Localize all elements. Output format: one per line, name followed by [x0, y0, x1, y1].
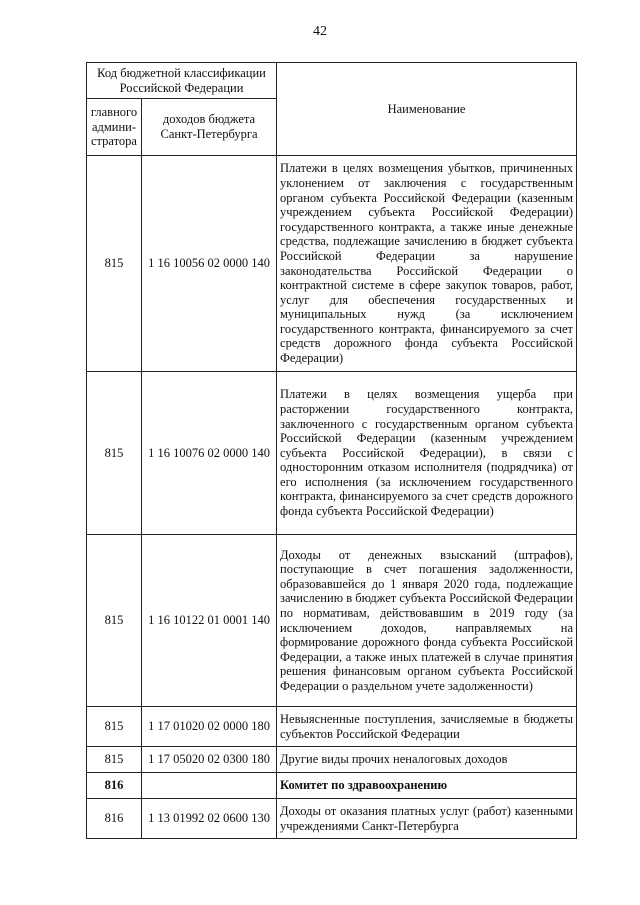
page-number: 42: [313, 24, 327, 39]
header-budget-classification: Код бюджетной классификации Российской Федерации: [87, 63, 277, 99]
table-row: [87, 156, 577, 372]
table-row: [87, 747, 577, 773]
income-name: Другие виды прочих неналоговых доходов: [277, 747, 577, 773]
admin-code: 815: [87, 372, 142, 535]
section-name: Комитет по здравоохранению: [277, 773, 577, 799]
admin-code: 815: [87, 707, 142, 747]
admin-code: 816: [87, 799, 142, 839]
income-name: Платежи в целях возмещения ущерба при расторжении государственного контракта, заключенного с государственным органом субъекта Российской Федерации (казенным учреждением субъекта Российской Федерации), в связи с односторонним отказом исполнителя (подрядчика) от его исполнения (за исключением государственного контракта, финансируемого за счет средств дорожного фонда субъекта Российской Федерации): [277, 372, 577, 535]
income-code: 1 16 10076 02 0000 140: [142, 372, 277, 535]
admin-code: 816: [87, 773, 142, 799]
income-code: 1 13 01992 02 0600 130: [142, 799, 277, 839]
table-row: [87, 372, 577, 535]
income-code: [142, 773, 277, 799]
income-name: Доходы от денежных взысканий (штрафов), поступающие в счет погашения задолженности, образовавшейся до 1 января 2020 года, подлежащие зачислению в бюджет субъекта Российской Федерации по нормативам, действовавшим в 2019 году (за исключением доходов, направляемых на формирование дорожного фонда субъекта Российской Федерации, а также иных платежей в случае принятия решения финансовым органом субъекта Российской Федерации о раздельном учете задолженности): [277, 535, 577, 707]
admin-code: 815: [87, 156, 142, 372]
admin-code: 815: [87, 535, 142, 707]
table-row: [87, 535, 577, 707]
income-code: 1 16 10122 01 0001 140: [142, 535, 277, 707]
income-name: Невыясненные поступления, зачисляемые в бюджеты субъектов Российской Федерации: [277, 707, 577, 747]
admin-code: 815: [87, 747, 142, 773]
table-row: [87, 707, 577, 747]
income-code: 1 16 10056 02 0000 140: [142, 156, 277, 372]
income-name: Платежи в целях возмещения убытков, причиненных уклонением от заключения с государственным органом субъекта Российской Федерации (казенным учреждением субъекта Российской Федерации) государственного контракта, а также иные денежные средства, подлежащие зачислению в бюджет субъекта Российской Федерации за нарушение законодательства Российской Федерации о контрактной системе в сфере закупок товаров, работ, услуг для обеспечения государственных и муниципальных нужд (за исключением государственного контракта, финансируемого за счет средств дорожного фонда субъекта Российской Федерации): [277, 156, 577, 372]
header-name: Наименование: [277, 63, 577, 156]
income-code: 1 17 01020 02 0000 180: [142, 707, 277, 747]
income-code: 1 17 05020 02 0300 180: [142, 747, 277, 773]
income-name: Доходы от оказания платных услуг (работ) казенными учреждениями Санкт-Петербурга: [277, 799, 577, 839]
header-spb-budget-income: доходов бюджета Санкт-Петербурга: [142, 99, 277, 156]
table-row-section-header: [87, 773, 577, 799]
budget-classification-table: [86, 62, 577, 839]
header-chief-administrator: главного админи-стратора: [87, 99, 142, 156]
table-row: [87, 799, 577, 839]
